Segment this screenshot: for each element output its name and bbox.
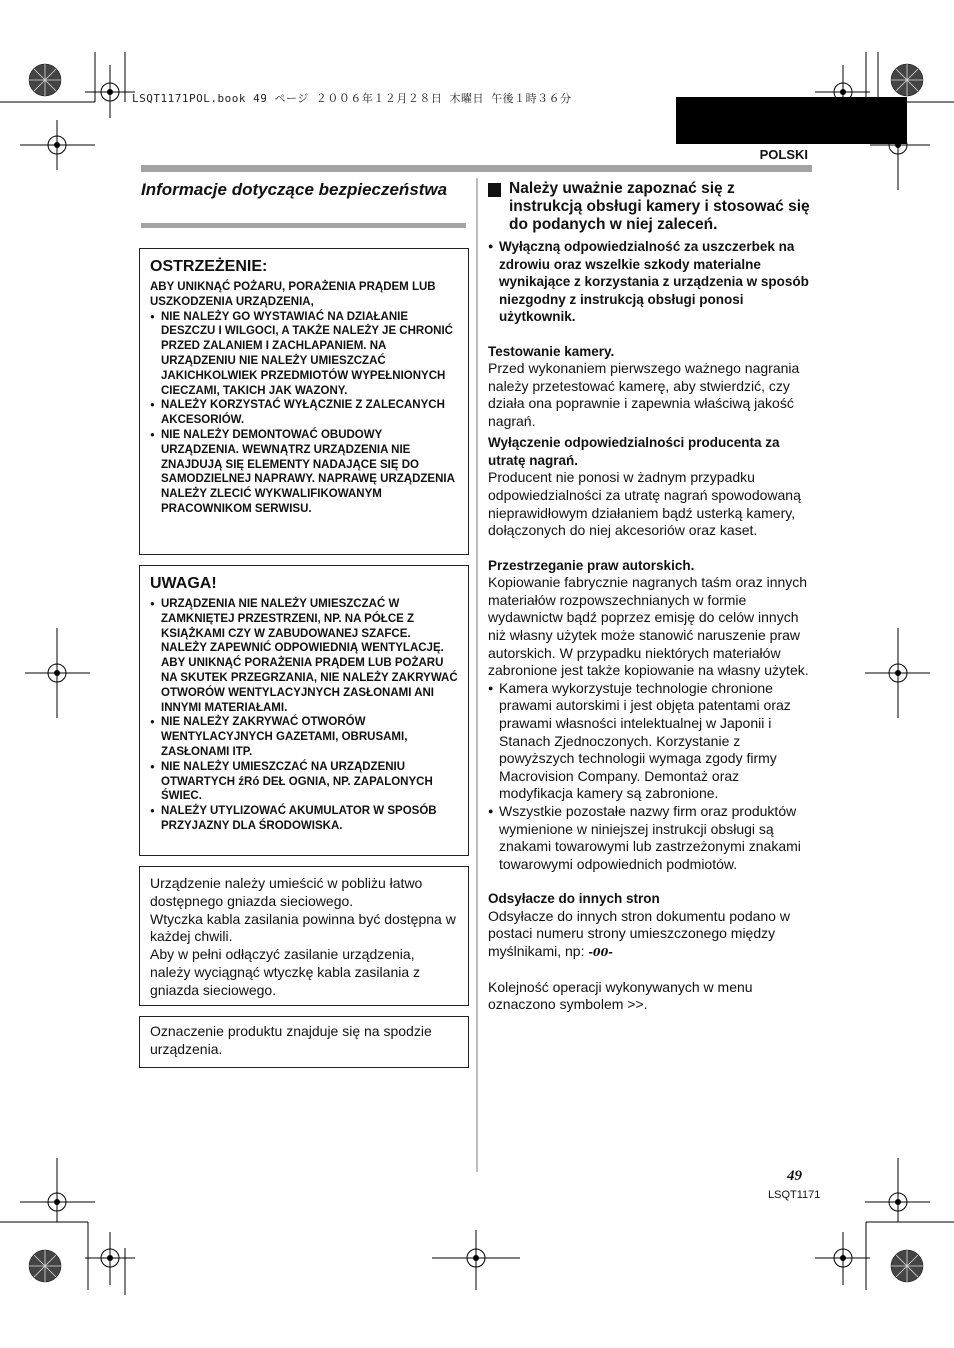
caution-item: ● NALEŻY UTYLIZOWAĆ AKUMULATOR W SPOSÓB PRZYJAZNY DLA ŚRODOWISKA. (150, 804, 458, 834)
square-bullet-icon (488, 183, 501, 197)
section-title: Informacje dotyczące bezpieczeństwa (141, 180, 448, 199)
warning-item: ● NALEŻY KORZYSTAĆ WYŁĄCZNIE Z ZALECANYCH AKCESORIÓW. (150, 398, 458, 428)
refs-paragraph (488, 908, 812, 962)
copyright-title: Przestrzeganie praw autorskich. (488, 557, 695, 573)
disclaimer-text: Producent nie ponosi w żadnym przypadku odpowiedzialności za utratę nagrań spowodowaną nieprawidłowym działaniem bądź usterką kamery, dołączonych do niej akcesoriów oraz kaset. (488, 469, 801, 539)
warning-item: ● NIE NALEŻY GO WYSTAWIAĆ NA DZIAŁANIE DESZCZU I WILGOCI, A TAKŻE NALEŻY JE CHRONIĆ PRZED ZALANIEM I ZACHLAPANIEM. NA URZĄDZENIU NIE NALEŻY UMIESZCZAĆ JAKICHKOLWIEK PRZEDMIOTÓW WYPEŁNIONYCH CIECZAMI, TAKICH JAK WAZONY. (150, 310, 458, 399)
label-text: Oznaczenie produktu znajduje się na spodzie urządzenia. (150, 1023, 432, 1057)
refs-example: -00- (588, 946, 613, 960)
top-rule (141, 165, 812, 172)
caution-heading: UWAGA! (150, 575, 217, 592)
caution-item: ● URZĄDZENIA NIE NALEŻY UMIESZCZAĆ W ZAMKNIĘTEJ PRZESTRZENI, NP. NA PÓŁCE Z KSIĄŻKAMI CZY W ZABUDOWANEJ SZAFCE. NALEŻY ZAPEWNIĆ ODPOWIEDNIĄ WENTYLACJĘ. ABY UNIKNĄĆ PORAŻENIA PRĄDEM LUB POŻARU NA SKUTEK PRZEGRZANIA, NIE NALEŻY ZAKRYWAĆ OTWORÓW WENTYLACYJNYCH ZASŁONAMI ANI INNYMI MATERIAŁAMI. (150, 597, 458, 715)
warning-box (139, 248, 469, 555)
copyright-bullet: ● Kamera wykorzystuje technologie chronione prawami autorskimi i jest objęta patentami oraz prawami własności intelektualnej w Japonii i Stanach Zjednoczonych. Korzystanie z powyższych technologii wymaga zgody firmy Macrovision Company. Demontaż oraz modyfikacja kamery są zabronione. (488, 680, 812, 803)
test-title: Testowanie kamery. (488, 343, 615, 359)
caution-item: ● NIE NALEŻY ZAKRYWAĆ OTWORÓW WENTYLACYJNYCH GAZETAMI, OBRUSAMI, ZASŁONAMI ITP. (150, 715, 458, 759)
liability-bullet: ● Wyłączną odpowiedzialność za uszczerbek na zdrowiu oraz wszelkie szkody materialne wynikające z korzystania z urządzenia w sposób niezgodny z instrukcją obsługi ponosi użytkownik. (488, 238, 812, 326)
section-tab (676, 97, 907, 144)
plug-box (139, 866, 469, 1006)
page-number: 49 (787, 1168, 802, 1184)
caution-item: ● NIE NALEŻY UMIESZCZAĆ NA URZĄDZENIU OTWARTYCH źRó DEŁ OGNIA, NP. ZAPALONYCH ŚWIEC. (150, 760, 458, 804)
copyright-text: Kopiowanie fabrycznie nagranych taśm oraz innych materiałów rozpowszechnianych w formie wydawnictw bądź poprzez emisję do celów innych niż własny użytek może stanowić naruszenie praw autorskich. W przypadku niektórych materiałów zabronione jest także kopiowanie na własny użytek. (488, 574, 809, 679)
label-box (139, 1016, 469, 1068)
refs-title: Odsyłacze do innych stron (488, 891, 660, 907)
right-heading (488, 180, 812, 234)
menu-text: Kolejność operacji wykonywanych w menu oznaczono symbolem >>. (488, 978, 753, 1013)
plug-text: Urządzenie należy umieścić w pobliżu łatwo dostępnego gniazda sieciowego. (150, 875, 423, 909)
print-header: LSQT1171POL.book 49 ページ ２００６年１２月２８日 木曜日 午後１時３６分 (132, 92, 572, 105)
warning-intro: ABY UNIKNĄĆ POŻARU, PORAŻENIA PRĄDEM LUB USZKODZENIA URZĄDZENIA, (150, 281, 436, 308)
right-heading-text: Należy uważnie zapoznać się z instrukcją obsługi kamery i stosować się do podanych w niej zaleceń. (509, 180, 810, 233)
warning-item: ● NIE NALEŻY DEMONTOWAĆ OBUDOWY URZĄDZENIA. WEWNĄTRZ URZĄDZENIA NIE ZNAJDUJĄ SIĘ ELEMENTY NADAJĄCE SIĘ DO SAMODZIELNEJ NAPRAWY. NAPRAWĘ URZĄDZENIA NALEŻY ZLECIĆ WYKWALIFIKOWANYM PRACOWNIKOM SERWISU. (150, 428, 458, 517)
refs-text: Odsyłacze do innych stron dokumentu podano w postaci numeru strony umieszczonego między myślnikami, np: (488, 907, 790, 960)
plug-text: Aby w pełni odłączyć zasilanie urządzenia, należy wyciągnąć wtyczkę kabla zasilania z gniazda sieciowego. (150, 946, 421, 998)
language-label: POLSKI (759, 147, 808, 162)
test-text: Przed wykonaniem pierwszego ważnego nagrania należy przetestować kamerę, aby stwierdzić, czy działa ona poprawnie i zapewnia właściwą jakość nagrań. (488, 360, 800, 429)
caution-box (139, 565, 469, 856)
warning-heading: OSTRZEŻENIE: (150, 258, 268, 275)
column-divider (476, 178, 478, 1172)
right-column (488, 180, 812, 1014)
section-rule (141, 223, 466, 228)
disclaimer-title: Wyłączenie odpowiedzialności producenta za utratę nagrań. (488, 435, 780, 468)
plug-text: Wtyczka kabla zasilania powinna być dostępna w każdej chwili. (150, 910, 456, 945)
copyright-bullet: ● Wszystkie pozostałe nazwy firm oraz produktów wymienione w niniejszej instrukcji obsługi są znakami towarowymi lub zastrzeżonymi znakami towarowymi odpowiednich podmiotów. (488, 803, 812, 873)
document-code: LSQT1171 (768, 1189, 821, 1201)
